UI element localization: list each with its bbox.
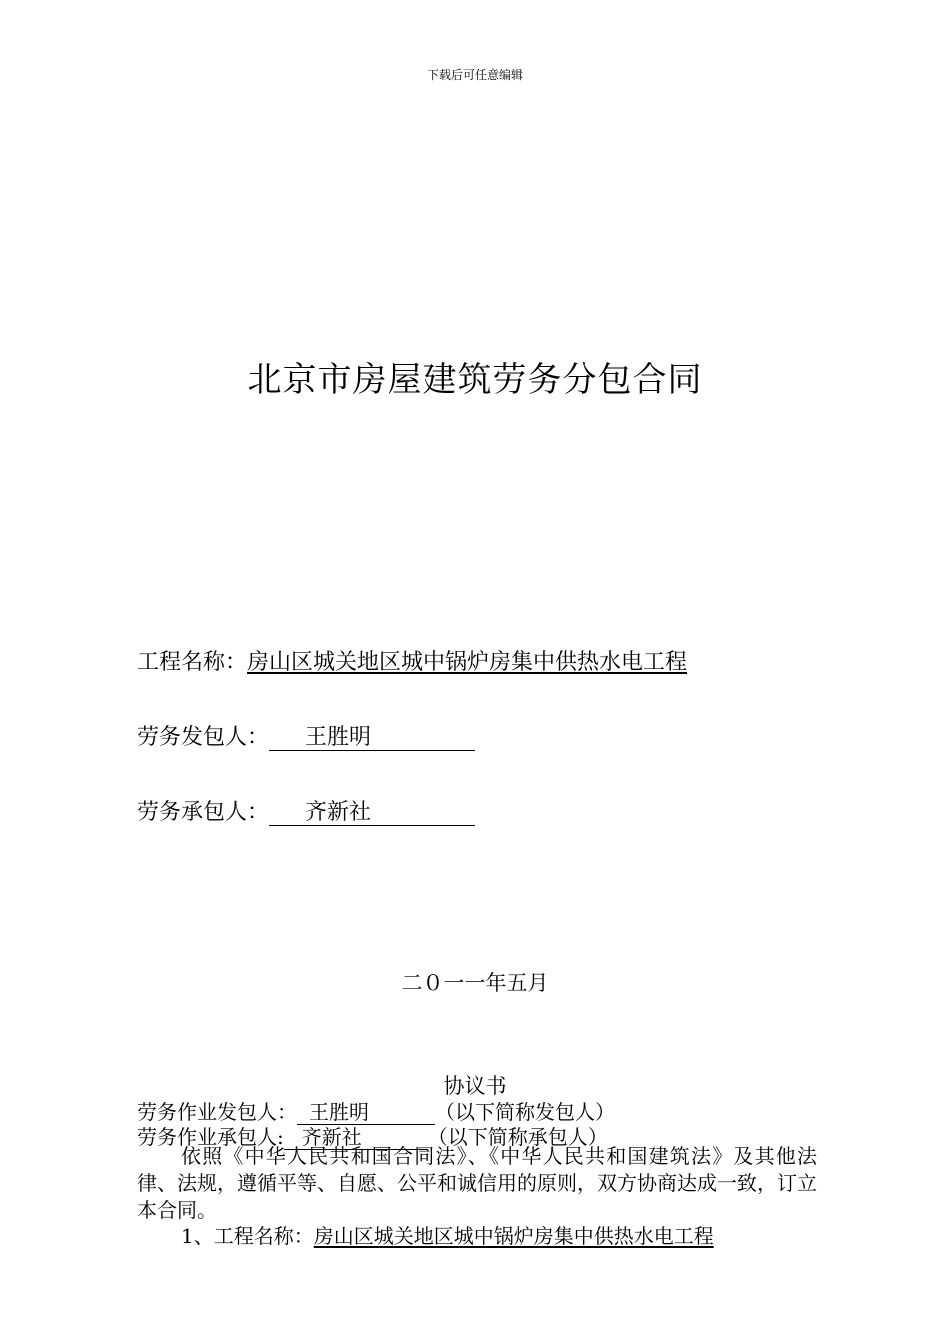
project-name-value: 房山区城关地区城中锅炉房集中供热水电工程 — [247, 650, 688, 675]
employer-label: 劳务发包人： — [137, 725, 270, 750]
contractor-label: 劳务承包人： — [137, 800, 270, 825]
contract-date: 二０一一年五月 — [401, 971, 549, 995]
agreement-item-1-label: 1、工程名称： — [181, 1224, 314, 1248]
project-name-line — [137, 645, 687, 676]
agreement-contractor-note: （以下简称承包人） — [427, 1125, 608, 1149]
contract-title: 北京市房屋建筑劳务分包合同 — [247, 360, 703, 400]
agreement-employer-name: 王胜明 — [309, 1100, 369, 1124]
employer-field — [269, 725, 475, 751]
contractor-line — [137, 795, 475, 826]
agreement-paragraph: 依照《中华人民共和国合同法》、《中华人民共和国建筑法》及其他法律、法规，遵循平等、自愿、公平和诚信用的原则，双方协商达成一致，订立本合同。 — [137, 1144, 817, 1222]
agreement-contractor-name: 齐新社 — [301, 1125, 362, 1149]
agreement-title: 协议书 — [443, 1074, 507, 1098]
agreement-employer-note: （以下简称发包人） — [435, 1100, 615, 1124]
employer-line — [137, 720, 475, 751]
agreement-employer-label: 劳务作业发包人： — [137, 1100, 297, 1124]
agreement-item-1-value: 房山区城关地区城中锅炉房集中供热水电工程 — [313, 1224, 714, 1248]
contractor-name: 齐新社 — [305, 800, 372, 825]
project-name-label: 工程名称： — [137, 650, 248, 675]
contractor-field — [269, 800, 475, 826]
agreement-contractor-label: 劳务作业承包人: — [137, 1125, 284, 1149]
header-note: 下载后可任意编辑 — [426, 68, 523, 82]
agreement-item-1 — [181, 1220, 714, 1249]
employer-name: 王胜明 — [305, 725, 372, 750]
